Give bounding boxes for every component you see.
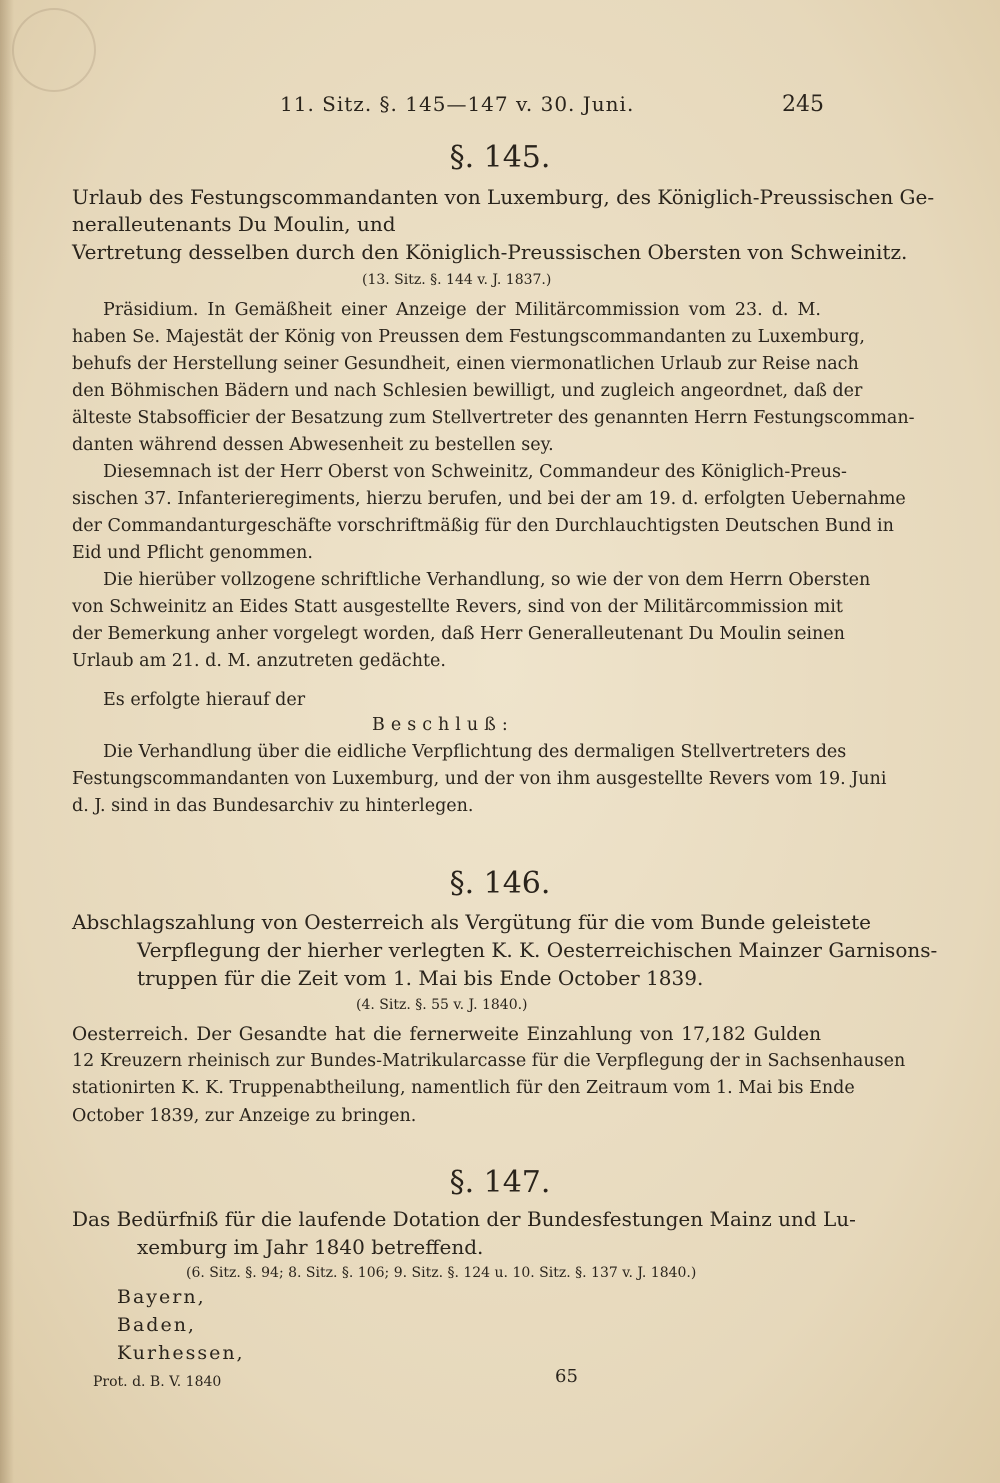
- s145-p1-line-5: älteste Stabsofficier der Besatzung zum Stellvertreter des genannten Herrn Festungscomman-: [72, 408, 915, 428]
- s147-reference: (6. Sitz. §. 94; 8. Sitz. §. 106; 9. Sitz. §. 124 u. 10. Sitz. §. 137 v. J. 1840.): [186, 1265, 697, 1281]
- s145-p1-line-6: danten während dessen Abwesenheit zu bestellen sey.: [72, 435, 554, 455]
- s146-p1-line-3: stationirten K. K. Truppenabtheilung, namentlich für den Zeitraum vom 1. Mai bis Ende: [72, 1078, 855, 1098]
- section-146-heading: §. 146.: [449, 866, 551, 901]
- s146-title-line-2: Verpflegung der hierher verlegten K. K. Oesterreichischen Mainzer Garnisons-: [137, 938, 938, 962]
- section-147-heading: §. 147.: [449, 1165, 551, 1200]
- s145-p2-line-4: Eid und Pflicht genommen.: [72, 543, 313, 563]
- footer-signature: Prot. d. B. V. 1840: [93, 1374, 222, 1390]
- footer-sheet-number: 65: [555, 1366, 578, 1387]
- state-baden: Baden,: [117, 1314, 196, 1336]
- s146-title-line-1: Abschlagszahlung von Oesterreich als Vergütung für die vom Bunde geleistete: [72, 910, 871, 934]
- s145-p1-line-1: Präsidium. In Gemäßheit einer Anzeige der Militärcommission vom 23. d. M.: [103, 300, 821, 320]
- state-kurhessen: Kurhessen,: [117, 1342, 245, 1364]
- s145-b-line-3: d. J. sind in das Bundesarchiv zu hinterlegen.: [72, 796, 474, 816]
- s145-p2-line-2: sischen 37. Infanterieregiments, hierzu berufen, und bei der am 19. d. erfolgten Uebernahme: [72, 489, 906, 509]
- s145-p2-line-3: der Commandanturgeschäfte vorschriftmäßig für den Durchlauchtigsten Deutschen Bund in: [72, 516, 894, 536]
- s145-p1-line-2: haben Se. Majestät der König von Preussen dem Festungscommandanten zu Luxemburg,: [72, 327, 865, 347]
- s145-p3-line-2: von Schweinitz an Eides Statt ausgestellte Revers, sind von der Militärcommission mit: [72, 597, 843, 617]
- section-145-heading: §. 145.: [449, 140, 551, 175]
- s145-p3-line-4: Urlaub am 21. d. M. anzutreten gedächte.: [72, 651, 446, 671]
- s147-title-line-1: Das Bedürfniß für die laufende Dotation der Bundesfestungen Mainz und Lu-: [72, 1207, 856, 1231]
- s145-title-line-2: neralleutenants Du Moulin, und: [72, 212, 396, 236]
- page-edge: [0, 0, 14, 1483]
- running-header: 11. Sitz. §. 145—147 v. 30. Juni.: [280, 92, 635, 116]
- s145-p1-line-3: behufs der Herstellung seiner Gesundheit, einen viermonatlichen Urlaub zur Reise nach: [72, 354, 859, 374]
- s145-p3-line-1: Die hierüber vollzogene schriftliche Verhandlung, so wie der von dem Herrn Obersten: [103, 570, 871, 590]
- library-stamp: [12, 8, 96, 92]
- s145-title-line-1: Urlaub des Festungscommandanten von Luxemburg, des Königlich-Preussischen Ge-: [72, 185, 935, 209]
- s146-p1-line-4: October 1839, zur Anzeige zu bringen.: [72, 1106, 417, 1126]
- s145-intro: Es erfolgte hierauf der: [103, 690, 306, 710]
- s146-p1-line-1: Oesterreich. Der Gesandte hat die fernerweite Einzahlung von 17,182 Gulden: [72, 1024, 821, 1045]
- s146-reference: (4. Sitz. §. 55 v. J. 1840.): [356, 997, 528, 1013]
- s145-title-line-3: Vertretung desselben durch den Königlich-Preussischen Obersten von Schweinitz.: [72, 240, 908, 264]
- state-bayern: Bayern,: [117, 1286, 206, 1308]
- s145-b-line-2: Festungscommandanten von Luxemburg, und der von ihm ausgestellte Revers vom 19. Juni: [72, 769, 887, 789]
- s145-p3-line-3: der Bemerkung anher vorgelegt worden, daß Herr Generalleutenant Du Moulin seinen: [72, 624, 845, 644]
- s145-b-line-1: Die Verhandlung über die eidliche Verpflichtung des dermaligen Stellvertreters des: [103, 742, 847, 762]
- s145-p2-line-1: Diesemnach ist der Herr Oberst von Schweinitz, Commandeur des Königlich-Preus-: [103, 462, 847, 482]
- page-number: 245: [782, 92, 824, 117]
- s145-beschluss: Beschluß:: [372, 715, 514, 735]
- s147-title-line-2: xemburg im Jahr 1840 betreffend.: [137, 1235, 484, 1259]
- s146-title-line-3: truppen für die Zeit vom 1. Mai bis Ende October 1839.: [137, 966, 704, 990]
- s145-reference: (13. Sitz. §. 144 v. J. 1837.): [362, 272, 552, 288]
- s145-p1-line-4: den Böhmischen Bädern und nach Schlesien bewilligt, und zugleich angeordnet, daß der: [72, 381, 863, 401]
- s146-p1-line-2: 12 Kreuzern rheinisch zur Bundes-Matrikularcasse für die Verpflegung der in Sachsenhausen: [72, 1051, 906, 1071]
